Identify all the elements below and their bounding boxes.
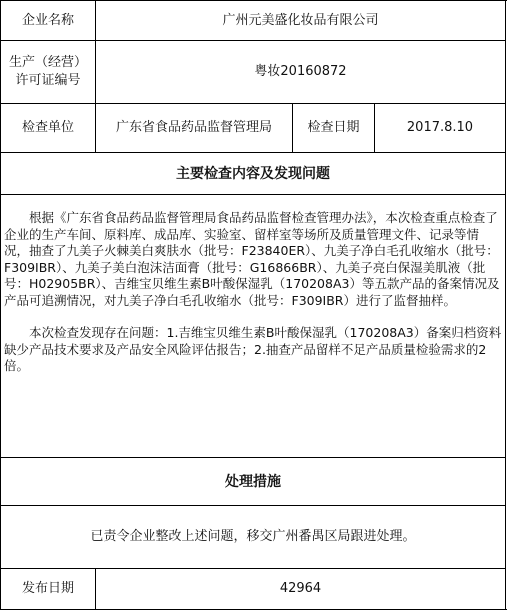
table-border-right [505,0,506,610]
publish-date-value: 42964 [279,581,322,596]
publish-date-label: 发布日期 [21,581,74,596]
license-number-label: 生产（经营） 许可证编号 [8,55,87,88]
inspection-unit-label: 检查单位 [21,120,74,135]
inspection-date-label: 检查日期 [307,120,360,135]
license-number-value: 粤妆20160872 [254,64,347,79]
measures-heading: 处理措施 [225,473,281,490]
row-divider [0,194,506,195]
findings-heading: 主要检查内容及发现问题 [176,165,330,182]
findings-content [4,210,502,455]
inspection-date-value: 2017.8.10 [406,120,474,135]
findings-paragraph-1: 根据《广东省食品药品监督管理局食品药品监督检查管理办法》，本次检查重点检查了企业的生产车间、原料库、成品库、实验室、留样室等场所及质量管理文件、记录等情况，抽查了九美子火棘美白爽肤水（批号：F23840ER）、九美子净白毛孔收缩水（批号：F309IBR）、九美子美白泡沫洁面膏（批号：G16866BR）、九美子亮白保湿美肌液（批号：H02905BR）、吉维宝贝维生素B叶酸保湿乳（170208A3）等五款产品的备案情况及产品可追溯情况，对九美子净白毛孔收缩水（批号：F309IBR）进行了监督抽样。 [4,210,500,308]
paragraph-spacer [4,309,502,325]
findings-paragraph-2: 本次检查发现存在问题：1.吉维宝贝维生素B叶酸保湿乳（170208A3）备案归档资料缺少产品技术要求及产品安全风险评估报告；2.抽查产品留样不足产品质量检验需求的2倍。 [4,325,502,373]
company-name-value: 广州元美盛化妆品有限公司 [222,12,379,28]
inspection-unit-value: 广东省食品药品监督管理局 [115,120,272,135]
measures-content: 已责令企业整改上述问题，移交广州番禺区局跟进处理。 [90,529,416,544]
table-border-bottom [0,609,507,610]
company-name-label: 企业名称 [21,12,74,28]
